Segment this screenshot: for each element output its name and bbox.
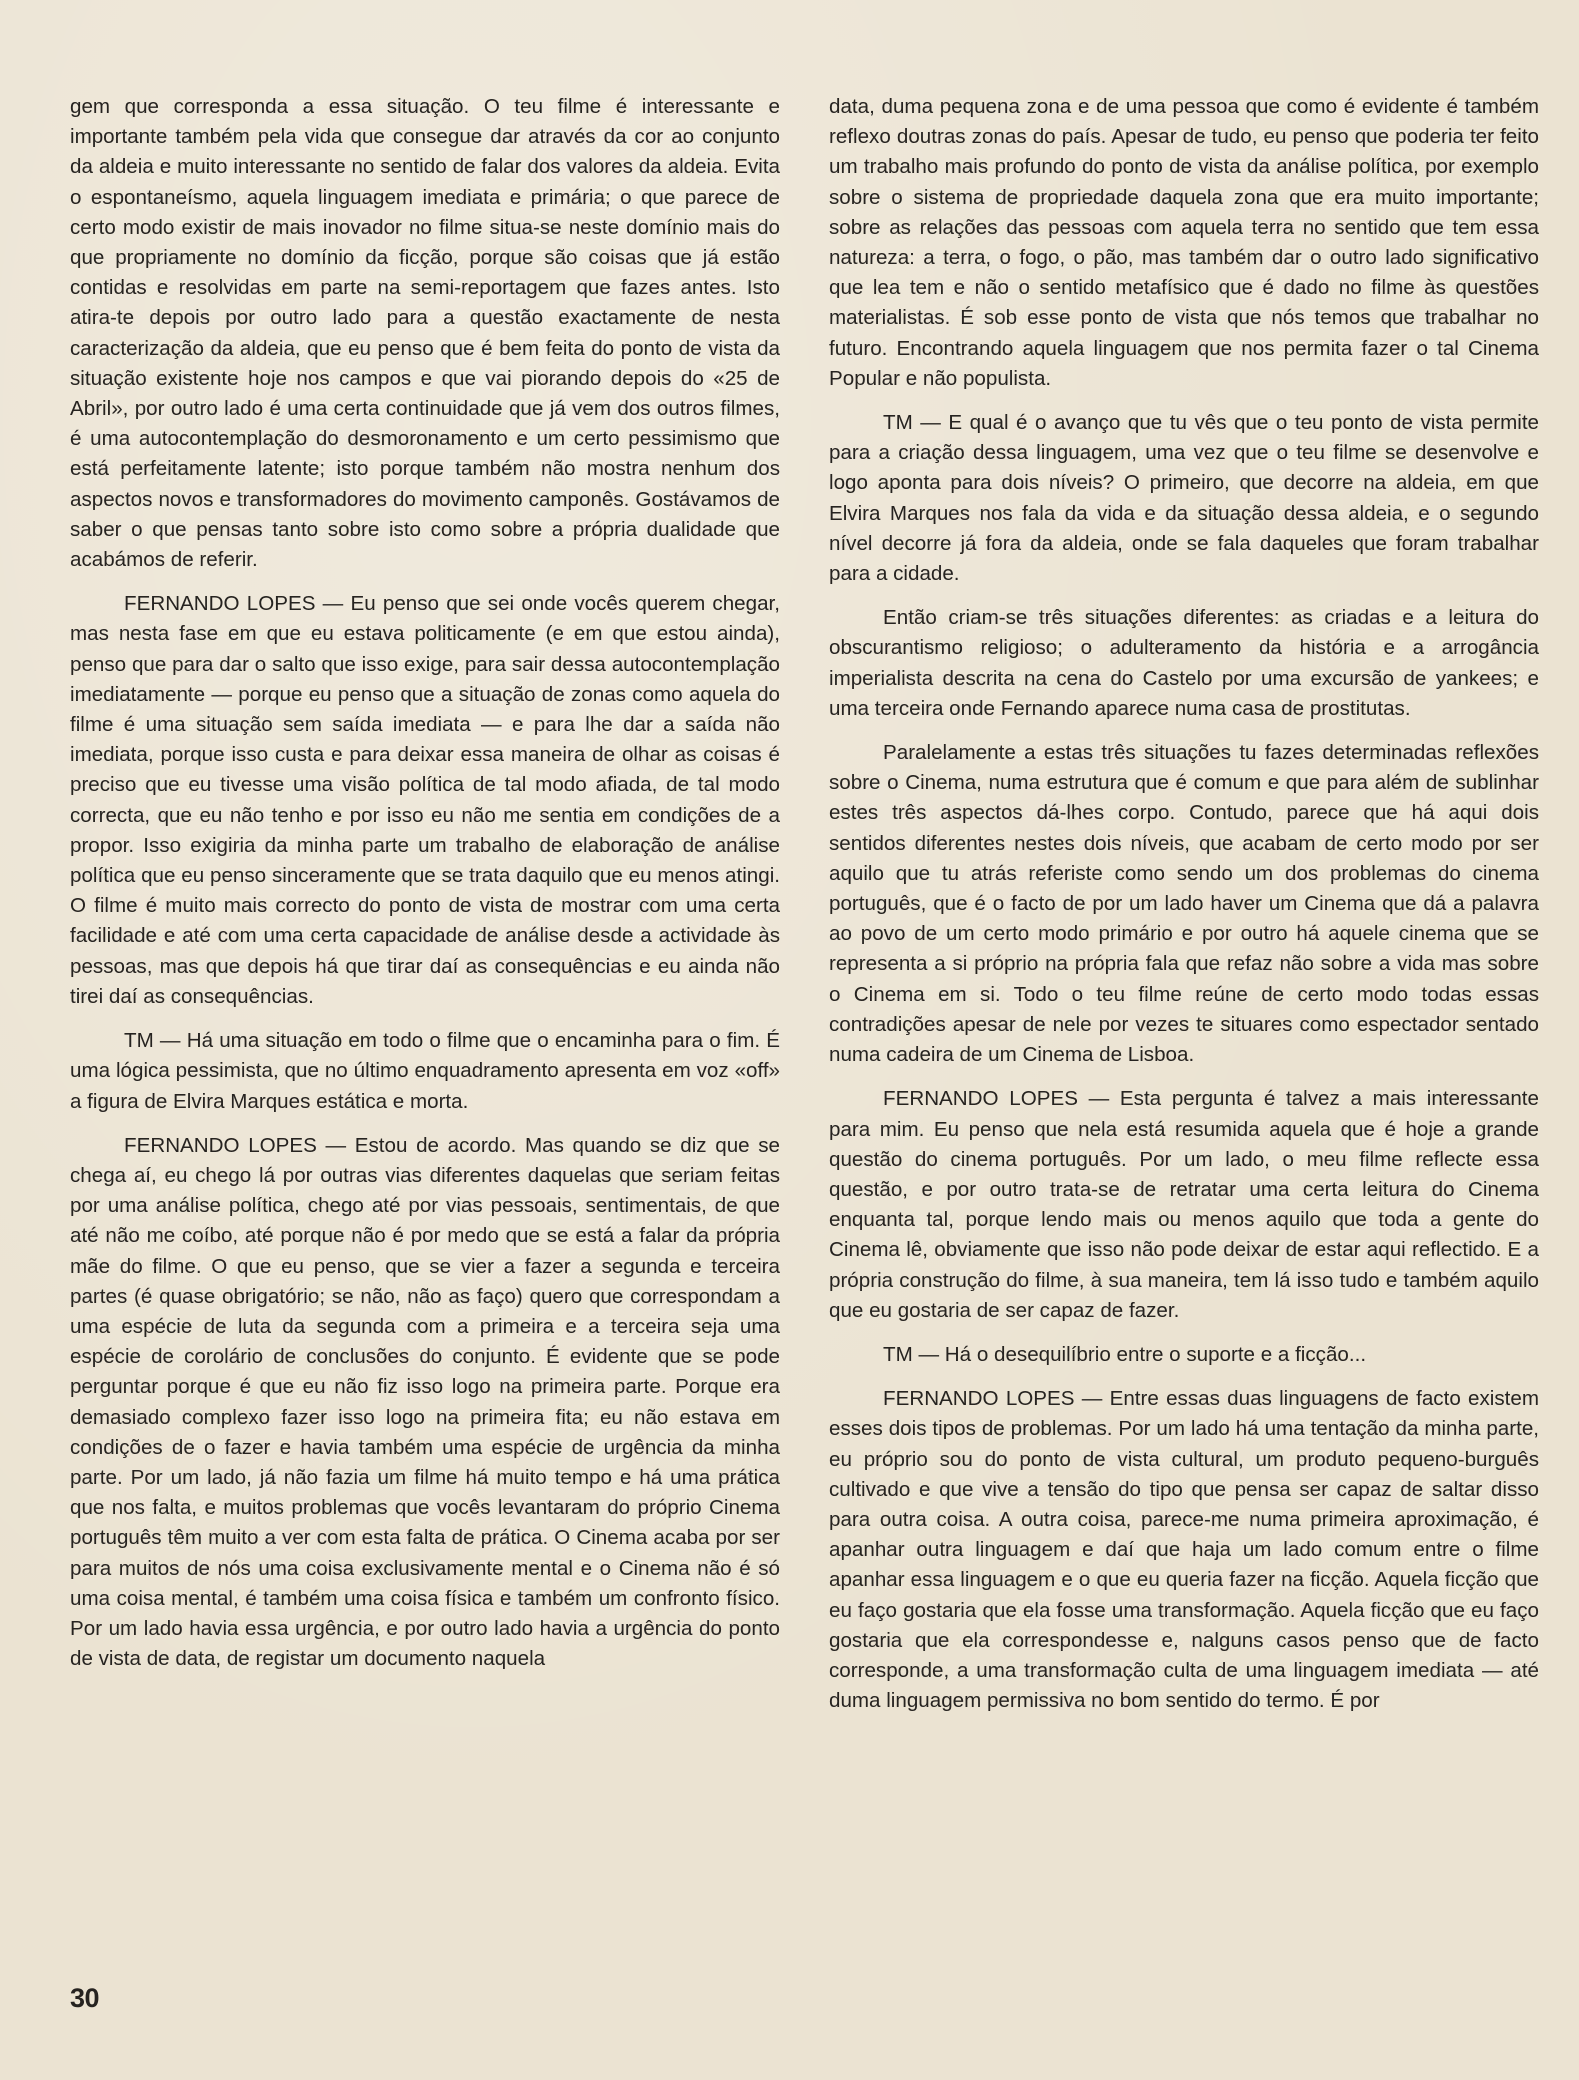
paragraph: TM — E qual é o avanço que tu vês que o teu ponto de vista permite para a criação dessa linguagem, uma vez que o teu filme se desenvolve e logo aponta para dois níveis? O primeiro, que decorre na aldeia, em que Elvira Marques nos fala da vida e da situação dessa aldeia, e o segundo nível decorre já fora da aldeia, onde se fala daqueles que foram trabalhar para a cidade. [829,411,1539,586]
paragraph: TM — Há uma situação em todo o filme que o encaminha para o fim. É uma lógica pessimista, que no último enquadramento apresenta em voz «off» a figura de Elvira Marques estática e morta. [70,1029,780,1113]
paragraph: data, duma pequena zona e de uma pessoa que como é evidente é também reflexo doutras zonas do país. Apesar de tudo, eu penso que poderia ter feito um trabalho mais profundo do ponto de vista da análise política, por exemplo sobre o sistema de propriedade daquela zona que era muito importante; sobre as relações das pessoas com aquela terra no sentido que tem essa natureza: a terra, o fogo, o pão, mas também dar o outro lado significativo que lea tem e não o sentido metafísico que é dado no filme às questões materialistas. É sob esse ponto de vista que nós temos que trabalhar no futuro. Encontrando aquela linguagem que nos permita fazer o tal Cinema Popular e não populista. [829,95,1539,390]
paragraph: FERNANDO LOPES — Esta pergunta é talvez a mais interessante para mim. Eu penso que nela está resumida aquela que é hoje a grande questão do cinema português. Por um lado, o meu filme reflecte essa questão, e por outro trata-se de retratar uma certa leitura do Cinema enquanta tal, porque lendo mais ou menos aquilo que toda a gente do Cinema lê, obviamente que isso não pode deixar de estar aqui reflectido. E a própria construção do filme, à sua maneira, tem lá isso tudo e também aquilo que eu gostaria de ser capaz de fazer. [829,1087,1539,1322]
paragraph: gem que corresponda a essa situação. O teu filme é interessante e importante também pela vida que consegue dar através da cor ao conjunto da aldeia e muito interessante no sentido de falar dos valores da aldeia. Evita o espontaneísmo, aquela linguagem imediata e primária; o que parece de certo modo existir de mais inovador no filme situa-se neste domínio mais do que propriamente no domínio da ficção, porque são coisas que já estão contidas e resolvidas em parte na semi-reportagem que fazes antes. Isto atira-te depois por outro lado para a questão exactamente de nesta caracterização da aldeia, que eu penso que é bem feita do ponto de vista da situação existente hoje nos campos e que vai piorando depois do «25 de Abril», por outro lado é uma certa continuidade que já vem dos outros filmes, é uma autocontemplação do desmoronamento e um certo pessimismo que está perfeitamente latente; isto porque também não mostra nenhum dos aspectos novos e transformadores do movimento camponês. Gostávamos de saber o que pensas tanto sobre isto como sobre a própria dualidade que acabámos de referir. [70,95,780,572]
paragraph: FERNANDO LOPES — Estou de acordo. Mas quando se diz que se chega aí, eu chego lá por outras vias diferentes daquelas que seriam feitas por uma análise política, chego até por vias pessoais, sentimentais, de que até não me coíbo, até porque não é por medo que se está a falar da própria mãe do filme. O que eu penso, que se vier a fazer a segunda e terceira partes (é quase obrigatório; se não, não as faço) quero que correspondam a uma espécie de luta da segunda com a primeira e a terceira seja uma espécie de corolário de conclusões do conjunto. É evidente que se pode perguntar porque é que eu não fiz isso logo na primeira parte. Porque era demasiado complexo fazer isso logo na primeira fita; eu não estava em condições de o fazer e havia também uma espécie de urgência da minha parte. Por um lado, já não fazia um filme há muito tempo e há uma prática que nos falta, e muitos problemas que vocês levantaram do próprio Cinema português têm muito a ver com esta falta de prática. O Cinema acaba por ser para muitos de nós uma coisa exclusivamente mental e o Cinema não é só uma coisa mental, é também uma coisa física e também um confronto físico. Por um lado havia essa urgência, e por outro lado havia a urgência do ponto de vista de data, de registar um documento naquela [70,1133,780,1671]
right-text-column [829,92,1539,1730]
paragraph: Então criam-se três situações diferentes: as criadas e a leitura do obscurantismo religioso; o adulteramento da história e a arrogância imperialista descrita na cena do Castelo por uma excursão de yankees; e uma terceira onde Fernando aparece numa casa de prostitutas. [829,606,1539,720]
paragraph: FERNANDO LOPES — Entre essas duas linguagens de facto existem esses dois tipos de problemas. Por um lado há uma tentação da minha parte, eu próprio sou do ponto de vista cultural, um produto pequeno-burguês cultivado e que vive a tensão do tipo que pensa ser capaz de saltar disso para outra coisa. A outra coisa, parece-me numa primeira aproximação, é apanhar outra linguagem e daí que haja um lado comum entre o filme apanhar essa linguagem e o que eu queria fazer na ficção. Aquela ficção que eu faço gostaria que ela fosse uma transformação. Aquela ficção que eu faço gostaria que ela correspondesse e, nalguns casos penso que de facto corresponde, a uma transformação culta de uma linguagem imediata — até duma linguagem permissiva no bom sentido do termo. É por [829,1387,1539,1713]
page-number: 30 [70,1983,100,2013]
paragraph: FERNANDO LOPES — Eu penso que sei onde vocês querem chegar, mas nesta fase em que eu estava politicamente (e em que estou ainda), penso que para dar o salto que isso exige, para sair dessa autocontemplação imediatamente — porque eu penso que a situação de zonas como aquela do filme é uma situação sem saída imediata — e para lhe dar a saída não imediata, porque isso custa e para deixar essa maneira de olhar as coisas é preciso que eu tivesse uma visão política de tal modo afiada, de tal modo correcta, que eu não tenho e por isso eu não me sentia em condições de a propor. Isso exigiria da minha parte um trabalho de elaboração de análise política que eu penso sinceramente que se trata daquilo que eu menos atingi. O filme é muito mais correcto do ponto de vista de mostrar com uma certa facilidade e até com uma certa capacidade de análise desde a actividade às pessoas, mas que depois há que tirar daí as consequências e eu ainda não tirei daí as consequências. [70,592,780,1008]
left-text-column [70,92,780,1688]
paragraph: TM — Há o desequilíbrio entre o suporte e a ficção... [883,1342,1367,1366]
paragraph: Paralelamente a estas três situações tu fazes determinadas reflexões sobre o Cinema, numa estrutura que é comum e que para além de sublinhar estes três aspectos dá-lhes corpo. Contudo, parece que há aqui dois sentidos diferentes nestes dois níveis, que acabam de certo modo por ser aquilo que tu atrás referiste como sendo um dos problemas do cinema português, que é o facto de por um lado haver um Cinema que dá a palavra ao povo de um certo modo primário e por outro há aquele cinema que se representa a si próprio na própria fala que refaz não sobre a vida mas sobre o Cinema em si. Todo o teu filme reúne de certo modo todas essas contradições apesar de nele por vezes te situares como espectador sentado numa cadeira de um Cinema de Lisboa. [829,741,1539,1067]
